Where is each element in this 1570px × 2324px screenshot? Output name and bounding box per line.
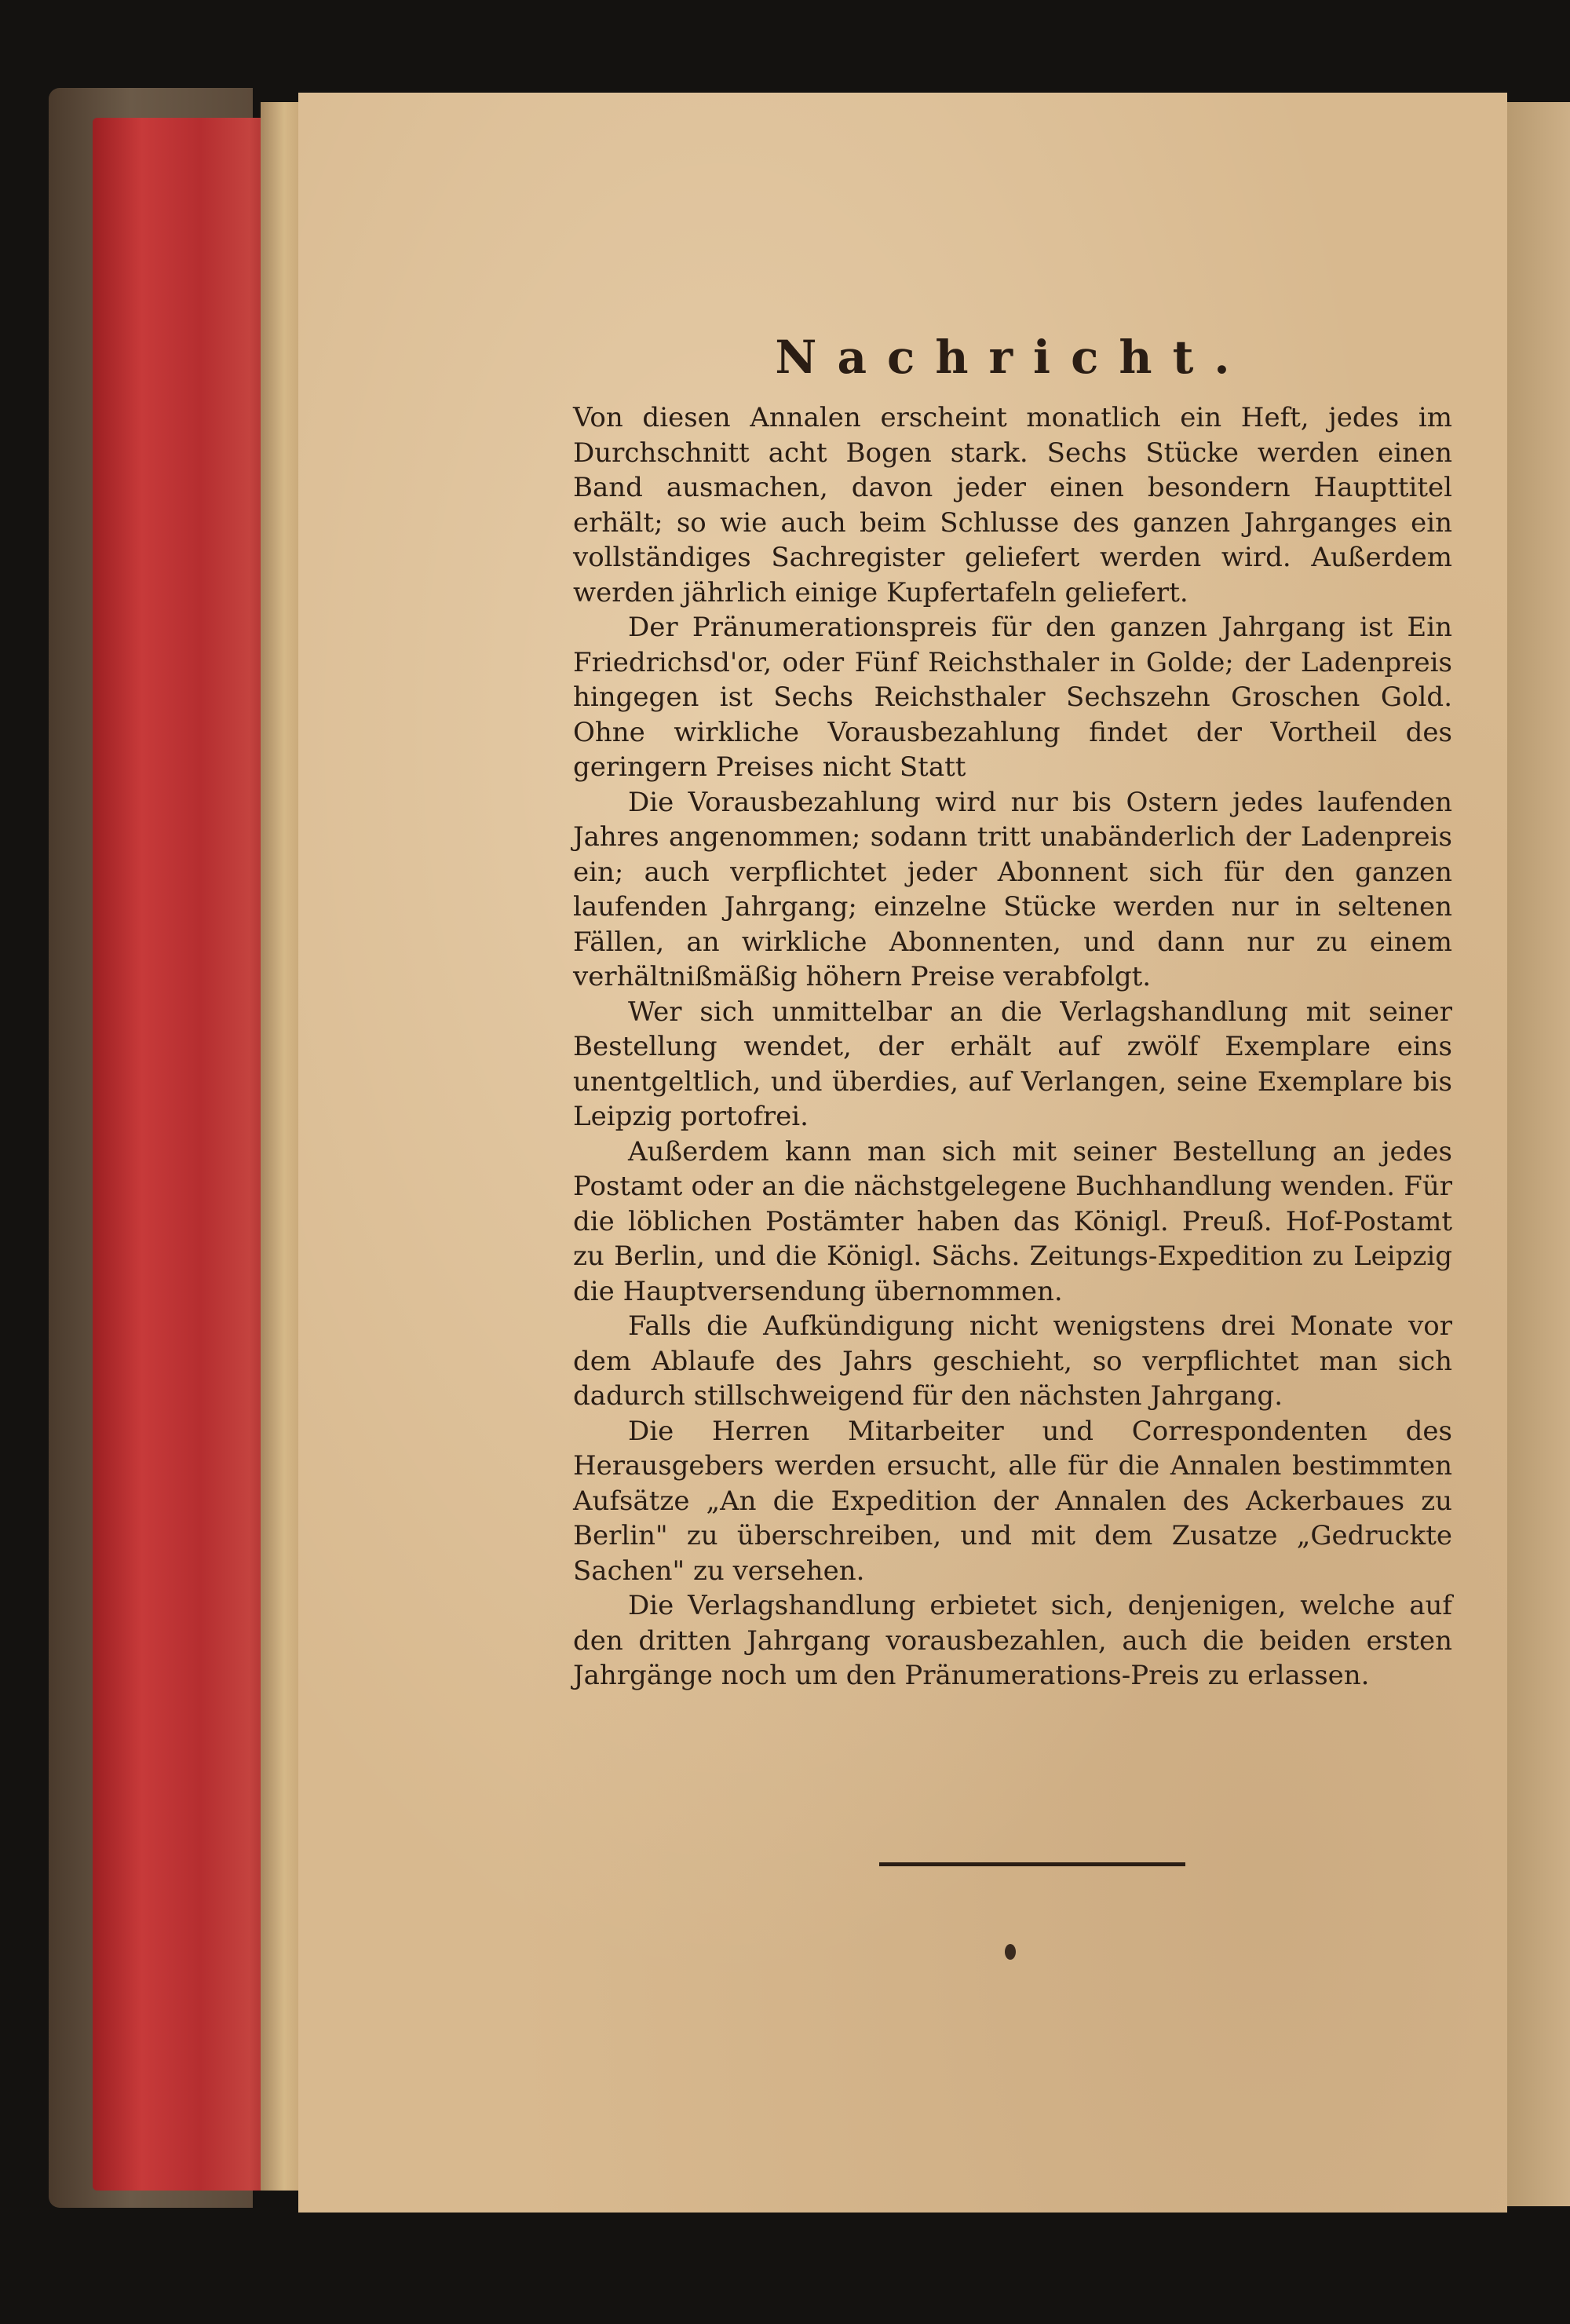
paragraph: Falls die Aufkündigung nicht wenigstens drei Monate vor dem Ablaufe des Jahrs geschieht, so verpflichtet man sich dadurch stillschweigend für den nächsten Jahrgang. [573, 1310, 1452, 1412]
paragraph: Wer sich unmittelbar an die Verlagshandlung mit seiner Bestellung wendet, der erhält auf zwölf Exemplare eins unentgeltlich, und überdies, auf Verlangen, seine Exemplare bis Leipzig portofrei. [573, 996, 1452, 1132]
notice-text [573, 330, 1452, 1694]
ink-mark [1005, 1944, 1016, 1960]
paragraph: Der Pränumerationspreis für den ganzen Jahrgang ist Ein Friedrichsd'or, oder Fünf Reichsthaler in Golde; der Ladenpreis hingegen ist Sechs Reichsthaler Sechszehn Groschen Gold. Ohne wirkliche Vorausbezahlung findet der Vortheil des geringern Preises nicht Statt [573, 612, 1452, 783]
page-heading: Nachricht. [775, 331, 1251, 384]
paragraph: Die Vorausbezahlung wird nur bis Ostern jedes laufenden Jahres angenommen; sodann tritt unabänderlich der Ladenpreis ein; auch verpflichtet jeder Abonnent sich für den ganzen laufenden Jahrgang; einzelne Stücke werden nur in seltenen Fällen, an wirkliche Abonnenten, und dann nur zu einem verhältnißmäßig höhern Preise verabfolgt. [573, 786, 1452, 992]
paragraph: Die Herren Mitarbeiter und Correspondenten des Herausgebers werden ersucht, alle für die Annalen bestimmten Aufsätze „An die Expedition der Annalen des Ackerbaues zu Berlin" zu überschreiben, und mit dem Zusatze „Gedruckte Sachen" zu versehen. [573, 1415, 1452, 1587]
red-page-edge [93, 118, 289, 2191]
paragraph: Von diesen Annalen erscheint monatlich ein Heft, jedes im Durchschnitt acht Bogen stark. Sechs Stücke werden einen Band ausmachen, davon jeder einen besondern Haupttitel erhält; so wie auch beim Schlusse des ganzen Jahrganges ein vollständiges Sachregister geliefert werden wird. Außerdem werden jährlich einige Kupfertafeln geliefert. [573, 402, 1452, 608]
paragraph: Außerdem kann man sich mit seiner Bestellung an jedes Postamt oder an die nächstgelegene Buchhandlung wenden. Für die löblichen Postämter haben das Königl. Preuß. Hof-Postamt zu Berlin, und die Königl. Sächs. Zeitungs-Expedition zu Leipzig die Hauptversendung übernommen. [573, 1135, 1452, 1307]
facing-page-edge [1507, 102, 1570, 2206]
closing-rule [879, 1862, 1185, 1866]
paragraph: Die Verlagshandlung erbietet sich, denjenigen, welche auf den dritten Jahrgang vorausbezahlen, auch die beiden ersten Jahrgänge noch um den Pränumerations-Preis zu erlassen. [573, 1590, 1452, 1691]
